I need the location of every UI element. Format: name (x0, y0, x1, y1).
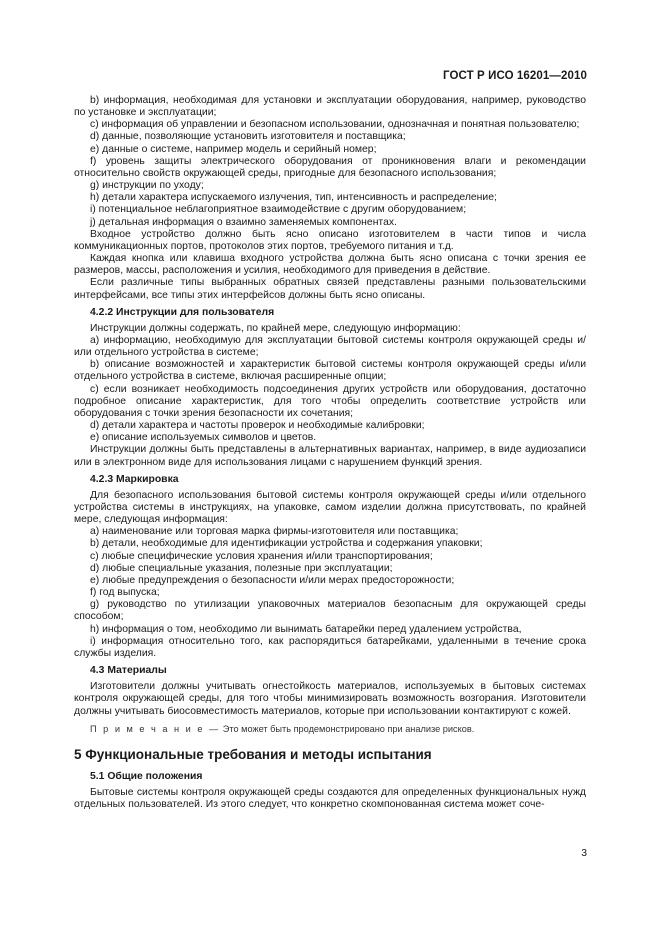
section-heading-5: 5 Функциональные требования и методы испытания (74, 746, 432, 762)
page-number: 3 (581, 848, 587, 859)
paragraph: Если различные типы выбранных обратных связей представлены разными пользовательскими интерфейсами, все типы этих интерфейсов должны быть ясно описаны. (74, 277, 586, 301)
section-heading-5-1: 5.1 Общие положения (90, 770, 203, 782)
list-item: c) любые специфические условия хранения и/или транспортирования; (90, 550, 433, 562)
paragraph: Бытовые системы контроля окружающей среды создаются для определенных функциональных нужд отдельных пользователей. Из этого следует, что конкретно скомпонованная система может соче- (74, 787, 586, 811)
list-item: i) информация относительно того, как распорядиться батарейками, удаленными в течение срока службы изделия. (74, 635, 586, 659)
page-content (74, 95, 586, 811)
section-heading-4-2-2: 4.2.2 Инструкции для пользователя (90, 306, 275, 318)
paragraph: Инструкции должны быть представлены в альтернативных вариантах, например, в виде аудиозаписи или в электронном виде для использования лицами с нарушением функций зрения. (74, 444, 586, 468)
list-item: b) описание возможностей и характеристик бытовой системы контроля окружающей среды и/или отдельного устройства в системе, включая расширенные опции; (74, 359, 586, 383)
paragraph: Инструкции должны содержать, по крайней мере, следующую информацию: (90, 322, 461, 334)
list-item: e) любые предупреждения о безопасности и/или мерах предосторожности; (90, 574, 455, 586)
list-item: b) детали, необходимые для идентификации устройства и содержания упаковки; (90, 538, 483, 550)
list-item: d) детали характера и частоты проверок и необходимые калибровки; (90, 420, 425, 432)
list-item: i) потенциальное неблагоприятное взаимодействие с другим оборудованием; (90, 204, 467, 216)
list-item: a) информацию, необходимую для эксплуатации бытовой системы контроля окружающей среды и/или отдельного устройства в системе; (74, 334, 586, 359)
paragraph: Изготовители должны учитывать огнестойкость материалов, используемых в бытовых системах контроля окружающей среды, для того чтобы минимизировать возможность возгорания. Изготовители должны учитывать биосовместимость материалов, которые при использовании контактируют с кожей. (74, 681, 586, 717)
list-item: h) информация о том, необходимо ли вынимать батарейки перед удалением устройства, (90, 623, 522, 635)
list-item: f) год выпуска; (90, 587, 160, 599)
list-item: e) данные о системе, например модель и серийный номер; (90, 143, 377, 155)
paragraph: Для безопасного использования бытовой системы контроля окружающей среды и/или отдельного устройства системы в инструкциях, на упаковке, самом изделии должна присутствовать, по крайней мере, следующая информация: (74, 489, 586, 526)
list-item: g) инструкции по уходу; (90, 180, 204, 192)
list-item: j) детальная информация о взаимно заменяемых компонентах. (90, 216, 397, 228)
section-heading-4-2-3: 4.2.3 Маркировка (90, 473, 179, 485)
list-item: f) уровень защиты электрического оборудования от проникновения влаги и рекомендации относительно свойств окружающей среды, пригодные для безопасного использования; (74, 155, 586, 179)
paragraph: Входное устройство должно быть ясно описано изготовителем в части типов и числа коммуникационных портов, протоколов этих портов, требуемого питания и т.д. (74, 228, 586, 252)
note-text: Это может быть продемонстрировано при анализе рисков. (222, 723, 475, 734)
list-item: c) если возникает необходимость подсоединения других устройств или оборудования, достаточно подробное описание характеристик, для того чтобы определить соответствие устройств или оборудования с точки зрения безопасности их сочетания; (74, 383, 586, 419)
document-id-header: ГОСТ Р ИСО 16201—2010 (442, 70, 587, 82)
list-item: b) информация, необходимая для установки и эксплуатации оборудования, например, руководство по установке и эксплуатации; (74, 95, 586, 119)
list-item: h) детали характера испускаемого излучения, тип, интенсивность и распределение; (90, 192, 497, 204)
paragraph: Каждая кнопка или клавиша входного устройства должна быть ясно описана с точки зрения ее размеров, массы, расположения и усилия, необходимого для приведения в действие. (74, 253, 586, 277)
list-item: a) наименование или торговая марка фирмы-изготовителя или поставщика; (90, 526, 459, 538)
note-label: П р и м е ч а н и е — (90, 723, 221, 734)
section-heading-4-3: 4.3 Материалы (90, 665, 167, 677)
list-item: e) описание используемых символов и цветов. (90, 432, 317, 444)
note (74, 723, 586, 735)
list-item: d) данные, позволяющие установить изготовителя и поставщика; (90, 131, 406, 143)
list-item: g) руководство по утилизации упаковочных материалов безопасным для окружающей среды способом; (74, 599, 586, 623)
list-item: d) любые специальные указания, полезные при эксплуатации; (90, 562, 393, 574)
list-item: c) информация об управлении и безопасном использовании, однозначная и понятная пользователю; (90, 119, 580, 131)
